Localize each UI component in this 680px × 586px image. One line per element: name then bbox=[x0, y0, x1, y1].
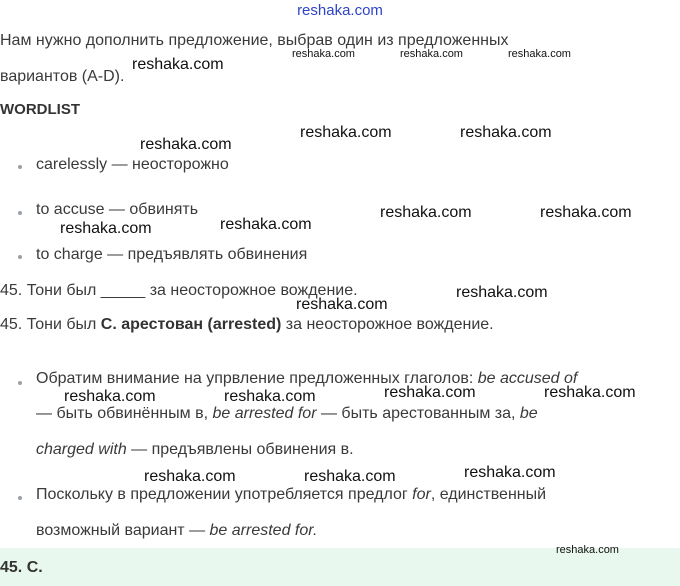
explanation-line bbox=[36, 370, 577, 388]
watermark: reshaka.com bbox=[380, 204, 472, 221]
bullet-icon bbox=[18, 165, 22, 169]
intro-text: вариантов (A-D). bbox=[0, 68, 125, 85]
watermark: reshaka.com bbox=[60, 220, 152, 237]
watermark: reshaka.com bbox=[508, 48, 571, 60]
explanation-text: — быть арестованным за, bbox=[316, 405, 520, 422]
explanation-text: возможный вариант — bbox=[36, 522, 210, 539]
explanation-term: be bbox=[519, 405, 538, 422]
explanation-line bbox=[36, 441, 354, 459]
intro-text: Нам нужно дополнить предложение, выбрав один из предложенных bbox=[0, 32, 509, 49]
watermark: reshaka.com bbox=[456, 284, 548, 301]
question-text: 45. Тони был _____ за неосторожное вождение. bbox=[0, 282, 358, 299]
watermark: reshaka.com bbox=[224, 388, 316, 405]
watermark: reshaka.com bbox=[64, 388, 156, 405]
explanation-line bbox=[36, 486, 546, 504]
explanation-term: for bbox=[412, 486, 431, 503]
bullet-icon bbox=[18, 381, 22, 385]
watermark: reshaka.com bbox=[304, 468, 396, 485]
answer-suffix: за неосторожное вождение. bbox=[281, 316, 494, 333]
watermark: reshaka.com bbox=[556, 544, 619, 556]
watermark: reshaka.com bbox=[400, 48, 463, 60]
bullet-icon bbox=[18, 211, 22, 215]
bullet-icon bbox=[18, 255, 22, 259]
explanation-text: Поскольку в предложении употребляется предлог bbox=[36, 486, 413, 503]
watermark: reshaka.com bbox=[384, 384, 476, 401]
watermark: reshaka.com bbox=[132, 56, 224, 73]
wordlist-item: carelessly — неосторожно bbox=[36, 156, 229, 173]
watermark: reshaka.com bbox=[144, 468, 236, 485]
explanation-text: — предъявлены обвинения в. bbox=[126, 441, 354, 458]
explanation-line bbox=[36, 405, 538, 423]
bullet-icon bbox=[18, 496, 22, 500]
final-answer: 45. C. bbox=[0, 559, 43, 576]
wordlist-item: to accuse — обвинять bbox=[36, 201, 199, 218]
explanation-text: , единственный bbox=[430, 486, 547, 503]
wordlist-item: to charge — предъявлять обвинения bbox=[36, 246, 308, 263]
explanation-text: — быть обвинённым в, bbox=[36, 405, 213, 422]
explanation-term: be arrested for bbox=[212, 405, 317, 422]
watermark: reshaka.com bbox=[544, 384, 636, 401]
watermark: reshaka.com bbox=[460, 124, 552, 141]
explanation-term: be arrested for. bbox=[209, 522, 318, 539]
watermark: reshaka.com bbox=[292, 48, 355, 60]
site-title-link[interactable]: reshaka.com bbox=[297, 2, 383, 19]
explanation-line bbox=[36, 522, 317, 540]
wordlist-heading: WORDLIST bbox=[0, 101, 80, 118]
watermark: reshaka.com bbox=[220, 216, 312, 233]
explanation-term: be accused of bbox=[477, 370, 578, 387]
watermark: reshaka.com bbox=[140, 136, 232, 153]
answer-highlight: C. арестован (arrested) bbox=[100, 316, 282, 333]
explanation-term: charged with bbox=[36, 441, 127, 458]
watermark: reshaka.com bbox=[300, 124, 392, 141]
watermark: reshaka.com bbox=[540, 204, 632, 221]
answer-sentence bbox=[0, 316, 494, 334]
watermark: reshaka.com bbox=[464, 464, 556, 481]
explanation-text: Обратим внимание на упрвление предложенных глаголов: bbox=[36, 370, 478, 387]
watermark: reshaka.com bbox=[296, 296, 388, 313]
answer-prefix: 45. Тони был bbox=[0, 316, 101, 333]
